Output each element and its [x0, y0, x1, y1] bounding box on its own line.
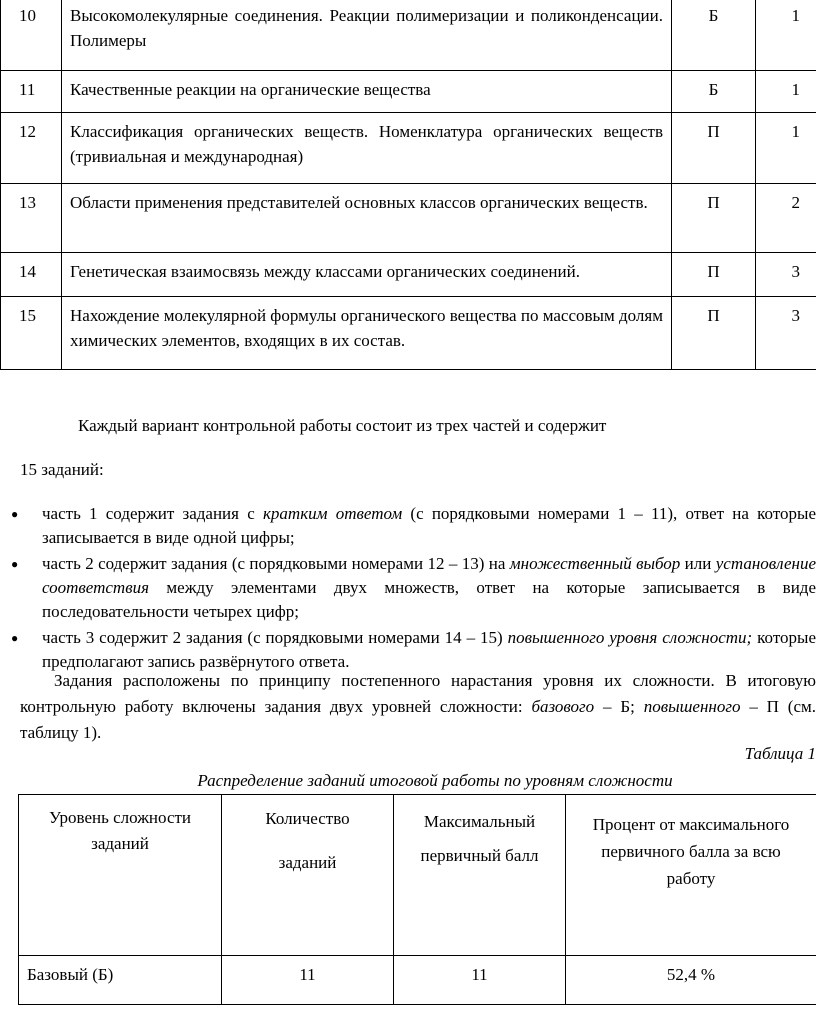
column-header: Количество заданий [222, 795, 394, 956]
task-points: 1 [756, 71, 816, 113]
max-score-cell: 11 [394, 956, 566, 1005]
part-text: которые предполагают запись развёрнутого ответа. [42, 628, 816, 671]
part-text: между элементами двух множеств, ответ на которые записывается в виде последовательности четырех цифр; [42, 578, 816, 621]
part-emphasis: множественный выбор [509, 554, 681, 573]
task-number: 13 [1, 184, 62, 253]
table-row [1, 113, 816, 184]
arrangement-text: Задания расположены по принципу постепенного нарастания уровня их сложности. В итоговую контрольную работу включены задания двух уровней сложности: [20, 671, 816, 716]
percent-cell: 52,4 % [566, 956, 816, 1005]
task-number: 10 [1, 0, 62, 71]
task-number: 12 [1, 113, 62, 184]
part-emphasis: повышенного уровня сложности; [507, 628, 753, 647]
task-level: Б [672, 0, 756, 71]
advanced-level-code: – П (см. таблицу 1). [20, 697, 816, 742]
basic-level-word: базового [531, 697, 595, 716]
task-topic: Качественные реакции на органические вещества [62, 71, 672, 113]
arrangement-paragraph [20, 668, 816, 746]
bullet-icon: ● [11, 507, 19, 521]
task-topic: Нахождение молекулярной формулы органического вещества по массовым долям химических элементов, входящих в их состав. [62, 297, 672, 370]
part-text: часть 1 содержит задания с [42, 504, 263, 523]
table-row [1, 71, 816, 113]
task-topic: Генетическая взаимосвязь между классами органических соединений. [62, 253, 672, 297]
intro-line-2: 15 заданий: [20, 460, 104, 479]
task-points: 1 [756, 113, 816, 184]
task-level: П [672, 253, 756, 297]
part-text: или [680, 554, 716, 573]
task-points: 1 [756, 0, 816, 71]
advanced-level-word: повышенного [643, 697, 741, 716]
task-number: 11 [1, 71, 62, 113]
task-points: 3 [756, 297, 816, 370]
table-header-row [19, 795, 816, 956]
basic-level-code: – Б; [594, 697, 644, 716]
count-cell: 11 [222, 956, 394, 1005]
list-item [0, 552, 816, 624]
part-text: (с порядковыми номерами 1 – 11), ответ на которые записывается в виде одной цифры; [42, 504, 816, 547]
bullet-icon: ● [11, 631, 19, 645]
column-header: Уровень сложности заданий [19, 795, 222, 956]
part-text: часть 3 содержит 2 задания (с порядковыми номерами 14 – 15) [42, 628, 508, 647]
part-emphasis: кратким ответом [262, 504, 403, 523]
column-header: Максимальный первичный балл [394, 795, 566, 956]
table-row [1, 253, 816, 297]
table-row [19, 956, 816, 1005]
part-emphasis: установление соответствия [42, 554, 816, 597]
task-level: Б [672, 71, 756, 113]
levels-table [18, 794, 816, 1005]
task-level: П [672, 297, 756, 370]
task-level: П [672, 184, 756, 253]
task-level: П [672, 113, 756, 184]
task-number: 15 [1, 297, 62, 370]
task-topic: Области применения представителей основных классов органических веществ. [62, 184, 672, 253]
table-caption: Распределение заданий итоговой работы по уровням сложности [197, 771, 673, 790]
task-topic: Классификация органических веществ. Номенклатура органических веществ (тривиальная и международная) [62, 113, 672, 184]
table-row [1, 297, 816, 370]
task-points: 2 [756, 184, 816, 253]
part-text: часть 2 содержит задания (с порядковыми номерами 12 – 13) на [42, 554, 510, 573]
task-number: 14 [1, 253, 62, 297]
list-item [0, 502, 816, 550]
parts-list [0, 502, 816, 674]
level-cell: Базовый (Б) [19, 956, 222, 1005]
table-label: Таблица 1 [744, 744, 816, 763]
task-points: 3 [756, 253, 816, 297]
column-header: Процент от максимального первичного балла за всю работу [566, 795, 816, 956]
intro-line-1: Каждый вариант контрольной работы состоит из трех частей и содержит [78, 416, 607, 435]
table-row [1, 184, 816, 253]
task-topic: Высокомолекулярные соединения. Реакции полимеризации и поликонденсации. Полимеры [62, 0, 672, 71]
bullet-icon: ● [11, 557, 19, 571]
task-table [0, 0, 816, 370]
list-item [0, 626, 816, 674]
table-row [1, 0, 816, 71]
